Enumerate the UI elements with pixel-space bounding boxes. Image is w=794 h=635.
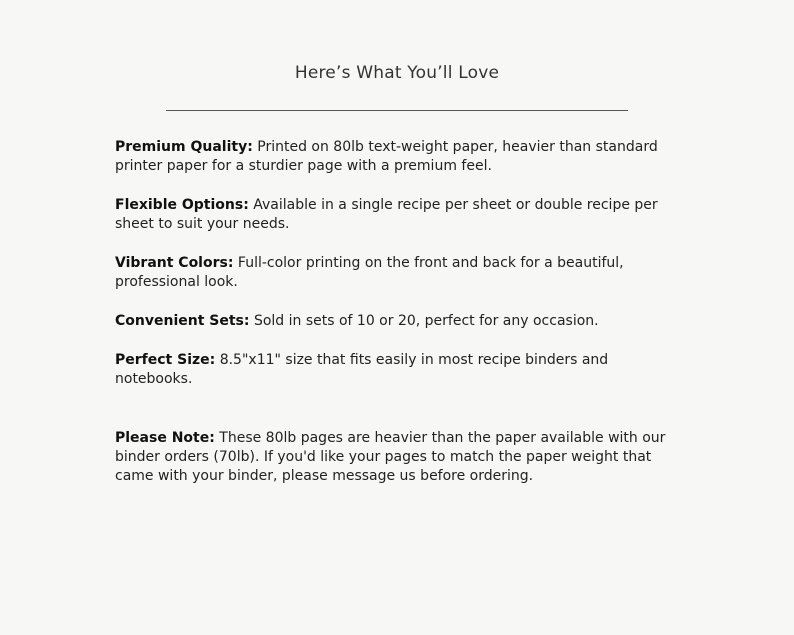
feature-item-convenient-sets: [115, 312, 685, 331]
title-divider: [166, 110, 628, 111]
feature-item-vibrant-colors: [115, 254, 685, 292]
feature-label: Convenient Sets:: [115, 313, 250, 329]
feature-text: 8.5"x11" size that fits easily in most recipe binders and notebooks.: [115, 352, 609, 387]
feature-label: Premium Quality:: [115, 139, 253, 155]
feature-label: Vibrant Colors:: [115, 255, 234, 271]
feature-list: [115, 138, 685, 506]
feature-text: Sold in sets of 10 or 20, perfect for any occasion.: [253, 313, 599, 329]
feature-text: Printed on 80lb text-weight paper, heavier than standard printer paper for a sturdier page with a premium feel.: [115, 139, 658, 174]
feature-text: Available in a single recipe per sheet or double recipe per sheet to suit your needs.: [115, 197, 658, 232]
feature-item-perfect-size: [115, 351, 685, 389]
feature-label: Flexible Options:: [115, 197, 249, 213]
feature-label: Perfect Size:: [115, 352, 216, 368]
feature-item-flexible-options: [115, 196, 685, 234]
page-title: Here’s What You’ll Love: [294, 63, 500, 83]
note-text: These 80lb pages are heavier than the paper available with our binder orders (70lb). If you'd like your pages to match the paper weight that came with your binder, please message us before ordering.: [115, 430, 666, 484]
please-note: [115, 429, 685, 486]
feature-item-premium-quality: [115, 138, 685, 176]
feature-text: Full-color printing on the front and back for a beautiful, professional look.: [115, 255, 624, 290]
note-label: Please Note:: [115, 430, 215, 446]
